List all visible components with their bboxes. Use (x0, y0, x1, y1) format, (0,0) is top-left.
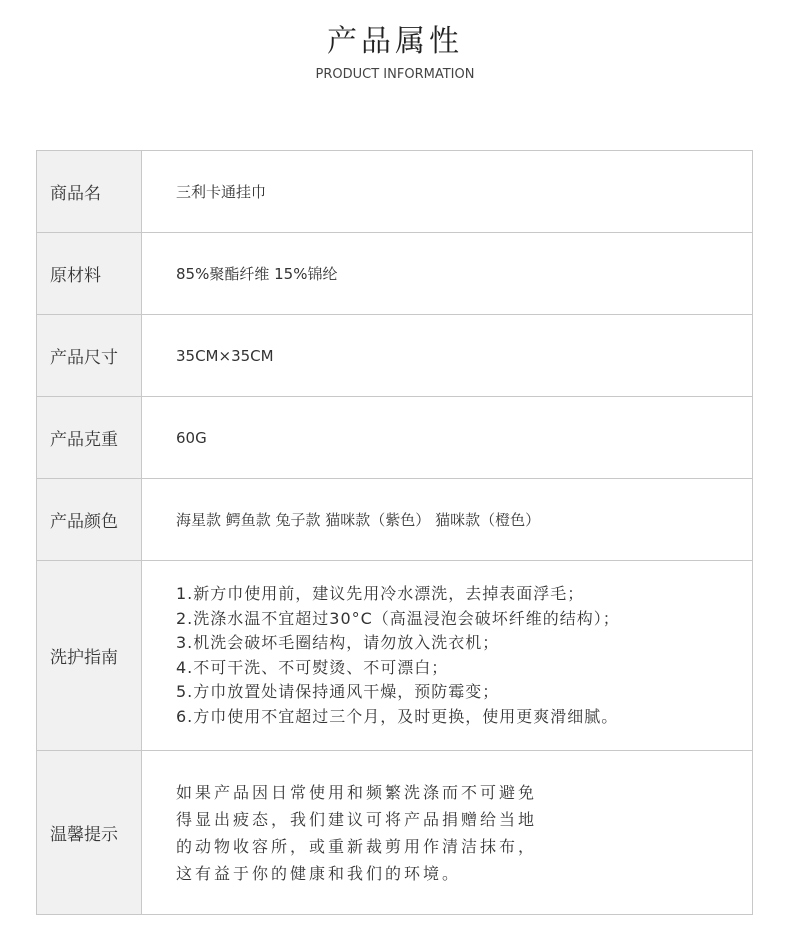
table-row-material (37, 233, 753, 315)
care-line: 6.方巾使用不宜超过三个月，及时更换，使用更爽滑细腻。 (176, 706, 619, 726)
care-line: 3.机洗会破坏毛圈结构，请勿放入洗衣机； (176, 633, 500, 652)
care-line: 5.方巾放置处请保持通风干燥，预防霉变； (176, 682, 500, 701)
row-label: 产品尺寸 (37, 315, 142, 396)
row-value: 35CM×35CM (142, 315, 753, 396)
care-guide-text (142, 561, 753, 750)
row-label: 温馨提示 (37, 751, 142, 914)
table-row-weight (37, 397, 753, 479)
tip-line: 这有益于你的健康和我们的环境。 (176, 863, 462, 883)
tip-line: 得显出疲态，我们建议可将产品捐赠给当地 (176, 809, 538, 829)
care-line: 2.洗涤水温不宜超过30°C（高温浸泡会破坏纤维的结构）； (176, 608, 620, 628)
row-label: 原材料 (37, 233, 142, 314)
tip-line: 如果产品因日常使用和频繁洗涤而不可避免 (176, 782, 538, 802)
page-header (0, 0, 790, 100)
row-label: 洗护指南 (37, 561, 142, 750)
product-info-table (36, 150, 753, 915)
page-subtitle: PRODUCT INFORMATION (315, 67, 475, 82)
table-row-colors (37, 479, 753, 561)
table-row-size (37, 315, 753, 397)
page-title: 产品属性 (327, 24, 463, 59)
table-row-tips (37, 751, 753, 915)
table-row-product-name (37, 151, 753, 233)
tip-line: 的动物收容所，或重新裁剪用作清洁抹布， (176, 836, 538, 856)
row-label: 产品克重 (37, 397, 142, 478)
row-value: 60G (142, 397, 753, 478)
row-label: 商品名 (37, 151, 142, 232)
row-label: 产品颜色 (37, 479, 142, 560)
care-line: 4.不可干洗、不可熨烫、不可漂白； (176, 657, 449, 677)
table-row-care-guide (37, 561, 753, 751)
row-value: 三利卡通挂巾 (142, 151, 753, 232)
care-line: 1.新方巾使用前，建议先用冷水漂洗，去掉表面浮毛； (176, 584, 585, 603)
row-value: 85%聚酯纤维 15%锦纶 (142, 233, 753, 314)
row-value: 海星款 鳄鱼款 兔子款 猫咪款（紫色） 猫咪款（橙色） (142, 479, 753, 560)
tips-text (142, 751, 753, 914)
